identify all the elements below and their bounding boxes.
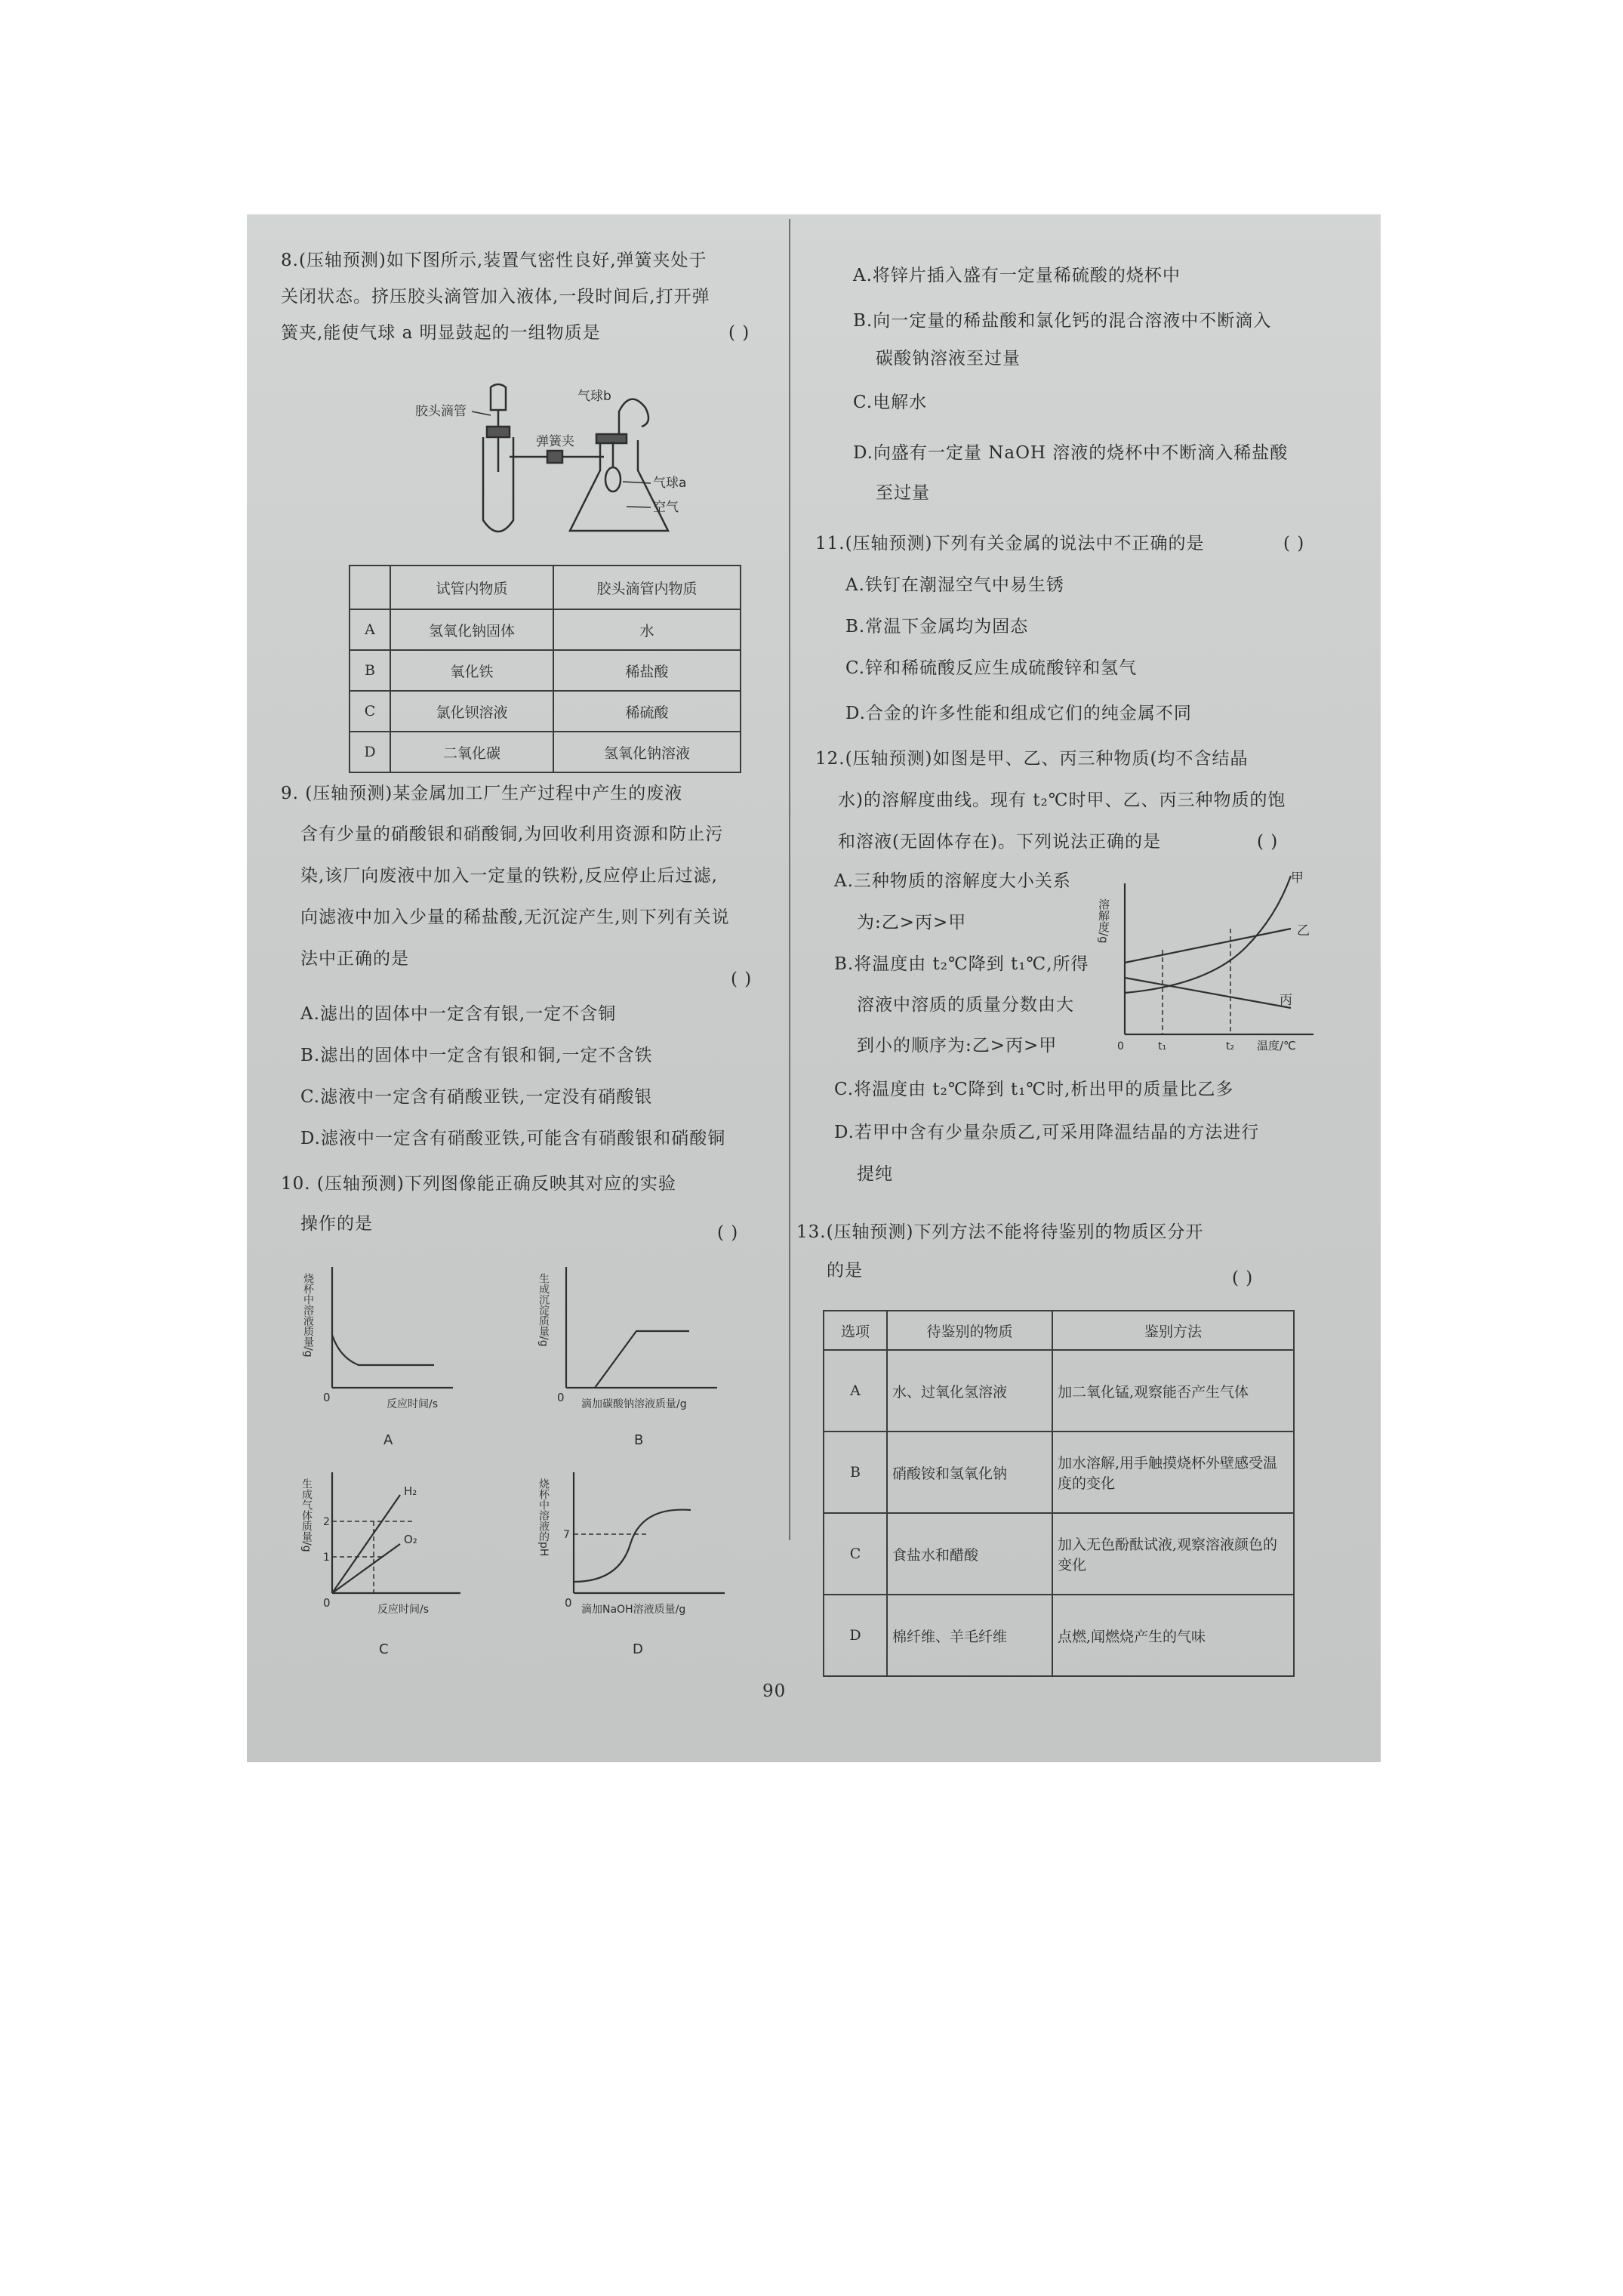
q13-row-a-key: A <box>824 1350 887 1432</box>
curve-a <box>332 1335 434 1365</box>
q9-option-b: B.滤出的固体中一定含有银和铜,一定不含铁 <box>300 1046 653 1065</box>
q8-row-a-tube: 氢氧化钠固体 <box>390 609 553 650</box>
q10-option-a: A.将锌片插入盛有一定量稀硫酸的烧杯中 <box>853 266 1181 285</box>
q13-line1: 13.(压轴预测)下列方法不能将待鉴别的物质区分开 <box>796 1222 1204 1242</box>
graph-a-origin: 0 <box>323 1391 331 1404</box>
q8-table <box>349 565 741 773</box>
q8-answer-paren: ( ) <box>728 323 750 343</box>
graph-a-xlabel: 反应时间/s <box>387 1398 439 1410</box>
graph-d-origin: 0 <box>565 1596 572 1610</box>
curve-yi <box>1125 929 1291 963</box>
q12-option-b-line3: 到小的顺序为:乙>丙>甲 <box>857 1036 1058 1056</box>
q10-option-b-line2: 碳酸钠溶液至过量 <box>876 349 1021 368</box>
q11-line1: 11.(压轴预测)下列有关金属的说法中不正确的是 <box>815 534 1205 553</box>
curve-b <box>595 1331 689 1388</box>
q8-row-b-dropper: 稀盐酸 <box>553 650 741 691</box>
balloon-a <box>605 467 621 492</box>
q8-row-d-key: D <box>350 732 390 772</box>
q10-line1: 10. (压轴预测)下列图像能正确反映其对应的实验 <box>281 1174 676 1194</box>
graph-c-h2-label: H₂ <box>404 1484 417 1498</box>
q10-answer-paren: ( ) <box>717 1223 739 1243</box>
q12-option-c: C.将温度由 t₂℃降到 t₁℃时,析出甲的质量比乙多 <box>834 1080 1234 1099</box>
q13-th-0: 选项 <box>824 1311 887 1350</box>
q8-th-2: 胶头滴管内物质 <box>553 566 741 609</box>
graph-b-ylabel: 生成沉淀质量/g <box>537 1273 550 1347</box>
q13-row-b-method: 加水溶解,用手触摸烧杯外壁感受温度的变化 <box>1052 1432 1294 1513</box>
q10-option-c: C.电解水 <box>853 393 928 412</box>
q8-th-0 <box>350 566 390 609</box>
curve-h2 <box>332 1495 400 1593</box>
graph-d-xlabel: 滴加NaOH溶液质量/g <box>581 1604 686 1616</box>
q12-option-b-line1: B.将温度由 t₂℃降到 t₁℃,所得 <box>834 954 1089 974</box>
label-dropper: 胶头滴管 <box>415 404 467 419</box>
curve-bing <box>1125 978 1291 1008</box>
stopper-left <box>487 427 510 437</box>
q13-table <box>823 1310 1295 1677</box>
q12-graph-xlabel: 温度/℃ <box>1257 1039 1296 1052</box>
q8-row-c-tube: 氯化钡溶液 <box>390 691 553 732</box>
q12-line2: 水)的溶解度曲线。现有 t₂℃时甲、乙、丙三种物质的饱 <box>838 791 1286 810</box>
q9-line5: 法中正确的是 <box>300 949 409 969</box>
q8-row-d-dropper: 氢氧化钠溶液 <box>553 732 741 772</box>
q10-graph-a <box>302 1259 476 1456</box>
label-clamp: 弹簧夹 <box>536 434 574 449</box>
q13-row-a-method: 加二氧化锰,观察能否产生气体 <box>1052 1350 1294 1432</box>
q8-row-c-key: C <box>350 691 390 732</box>
q12-option-d-line1: D.若甲中含有少量杂质乙,可采用降温结晶的方法进行 <box>834 1123 1260 1142</box>
q13-row-d-key: D <box>824 1595 887 1676</box>
q13-th-2: 鉴别方法 <box>1052 1311 1294 1350</box>
graph-b-xlabel: 滴加碳酸钠溶液质量/g <box>581 1398 687 1410</box>
q11-option-c: C.锌和稀硫酸反应生成硫酸锌和氢气 <box>845 658 1138 678</box>
q8-th-1: 试管内物质 <box>390 566 553 609</box>
q12-option-b-line2: 溶液中溶质的质量分数由大 <box>857 995 1074 1015</box>
spring-clamp <box>547 451 562 463</box>
q13-row-a-items: 水、过氧化氢溶液 <box>887 1350 1052 1432</box>
q10-graph-d <box>536 1465 755 1661</box>
q9-line2: 含有少量的硝酸银和硝酸铜,为回收利用资源和防止污 <box>300 824 724 844</box>
graph-b-origin: 0 <box>557 1391 565 1404</box>
q13-line2: 的是 <box>827 1261 863 1281</box>
q8-line1: 8.(压轴预测)如下图所示,装置气密性良好,弹簧夹处于 <box>281 251 707 270</box>
q8-row-a-dropper: 水 <box>553 609 741 650</box>
label-balloon-a: 气球a <box>653 476 687 491</box>
graph-d-ylabel: 烧杯中溶液的pH <box>537 1478 550 1557</box>
q9-line1: 9. (压轴预测)某金属加工厂生产过程中产生的废液 <box>281 784 683 803</box>
q10-option-b-line1: B.向一定量的稀盐酸和氯化钙的混合溶液中不断滴入 <box>853 311 1272 331</box>
q12-line3: 和溶液(无固体存在)。下列说法正确的是 <box>838 832 1161 852</box>
q9-line4: 向滤液中加入少量的稀盐酸,无沉淀产生,则下列有关说 <box>300 908 730 927</box>
q10-graph-c <box>302 1465 483 1661</box>
q12-graph-t1: t₁ <box>1158 1040 1167 1052</box>
graph-a-ylabel: 烧杯中溶液质量/g <box>302 1273 314 1358</box>
q9-option-c: C.滤液中一定含有硝酸亚铁,一定没有硝酸银 <box>300 1087 653 1107</box>
page-number: 90 <box>762 1681 787 1701</box>
graph-d-label: D <box>633 1641 643 1657</box>
q13-row-c-key: C <box>824 1513 887 1595</box>
q9-answer-paren: ( ) <box>731 969 753 989</box>
graph-c-ylabel: 生成气体质量/g <box>300 1478 313 1552</box>
q12-graph-t2: t₂ <box>1226 1040 1235 1052</box>
q11-option-d: D.合金的许多性能和组成它们的纯金属不同 <box>845 704 1192 723</box>
q8-row-c-dropper: 稀硫酸 <box>553 691 741 732</box>
label-air: 空气 <box>653 500 679 515</box>
graph-a-label: A <box>383 1432 393 1448</box>
q8-row-a-key: A <box>350 609 390 650</box>
q9-line3: 染,该厂向废液中加入一定量的铁粉,反应停止后过滤, <box>300 866 718 886</box>
curve-ph <box>574 1510 691 1582</box>
q13-row-b-items: 硝酸铵和氢氧化钠 <box>887 1432 1052 1513</box>
q11-option-a: A.铁钉在潮湿空气中易生锈 <box>845 575 1064 595</box>
balloon-b-tube <box>619 399 648 434</box>
graph-c-y1: 1 <box>323 1552 330 1564</box>
q13-th-1: 待鉴别的物质 <box>887 1311 1052 1350</box>
q8-row-b-tube: 氧化铁 <box>390 650 553 691</box>
q13-row-c-items: 食盐水和醋酸 <box>887 1513 1052 1595</box>
q13-answer-paren: ( ) <box>1232 1268 1254 1288</box>
q8-row-d-tube: 二氧化碳 <box>390 732 553 772</box>
graph-c-o2-label: O₂ <box>404 1533 417 1546</box>
graph-c-origin: 0 <box>323 1596 331 1610</box>
curve-o2 <box>332 1544 400 1593</box>
q12-line1: 12.(压轴预测)如图是甲、乙、丙三种物质(均不含结晶 <box>815 749 1249 769</box>
graph-c-label: C <box>379 1641 389 1657</box>
q9-option-d: D.滤液中一定含有硝酸亚铁,可能含有硝酸银和硝酸铜 <box>300 1129 726 1148</box>
q8-line2: 关闭状态。挤压胶头滴管加入液体,一段时间后,打开弹 <box>281 287 710 307</box>
column-divider <box>789 219 790 1540</box>
q12-solubility-graph <box>1097 868 1329 1065</box>
q10-graph-b <box>536 1259 755 1456</box>
q12-option-a-line1: A.三种物质的溶解度大小关系 <box>834 871 1071 891</box>
dropper-bulb <box>491 384 506 410</box>
q9-option-a: A.滤出的固体中一定含有银,一定不含铜 <box>300 1004 617 1024</box>
q12-graph-origin: 0 <box>1117 1040 1124 1052</box>
label-balloon-b: 气球b <box>577 389 611 404</box>
graph-c-xlabel: 反应时间/s <box>377 1604 430 1616</box>
graph-b-label: B <box>634 1432 644 1448</box>
q8-apparatus-figure <box>400 381 717 544</box>
q10-line2: 操作的是 <box>300 1214 373 1234</box>
q12-graph-ylabel: 溶解度/g <box>1097 898 1110 944</box>
q12-option-d-line2: 提纯 <box>857 1164 893 1184</box>
q11-answer-paren: ( ) <box>1283 534 1305 553</box>
q12-graph-yi: 乙 <box>1297 923 1310 938</box>
q13-row-c-method: 加入无色酚酞试液,观察溶液颜色的变化 <box>1052 1513 1294 1595</box>
q12-graph-jia: 甲 <box>1291 871 1304 886</box>
graph-c-y2: 2 <box>323 1516 330 1528</box>
q13-row-d-method: 点燃,闻燃烧产生的气味 <box>1052 1595 1294 1676</box>
graph-d-y7: 7 <box>563 1529 570 1541</box>
q10-option-d-line1: D.向盛有一定量 NaOH 溶液的烧杯中不断滴入稀盐酸 <box>853 443 1289 463</box>
q12-graph-bing: 丙 <box>1280 993 1292 1008</box>
q13-row-b-key: B <box>824 1432 887 1513</box>
q8-line3: 簧夹,能使气球 a 明显鼓起的一组物质是 <box>281 323 601 343</box>
q12-option-a-line2: 为:乙>丙>甲 <box>857 913 967 932</box>
q11-option-b: B.常温下金属均为固态 <box>845 617 1029 636</box>
q13-row-d-items: 棉纤维、羊毛纤维 <box>887 1595 1052 1676</box>
q8-row-b-key: B <box>350 650 390 691</box>
q12-answer-paren: ( ) <box>1257 832 1279 852</box>
q10-option-d-line2: 至过量 <box>876 483 930 503</box>
